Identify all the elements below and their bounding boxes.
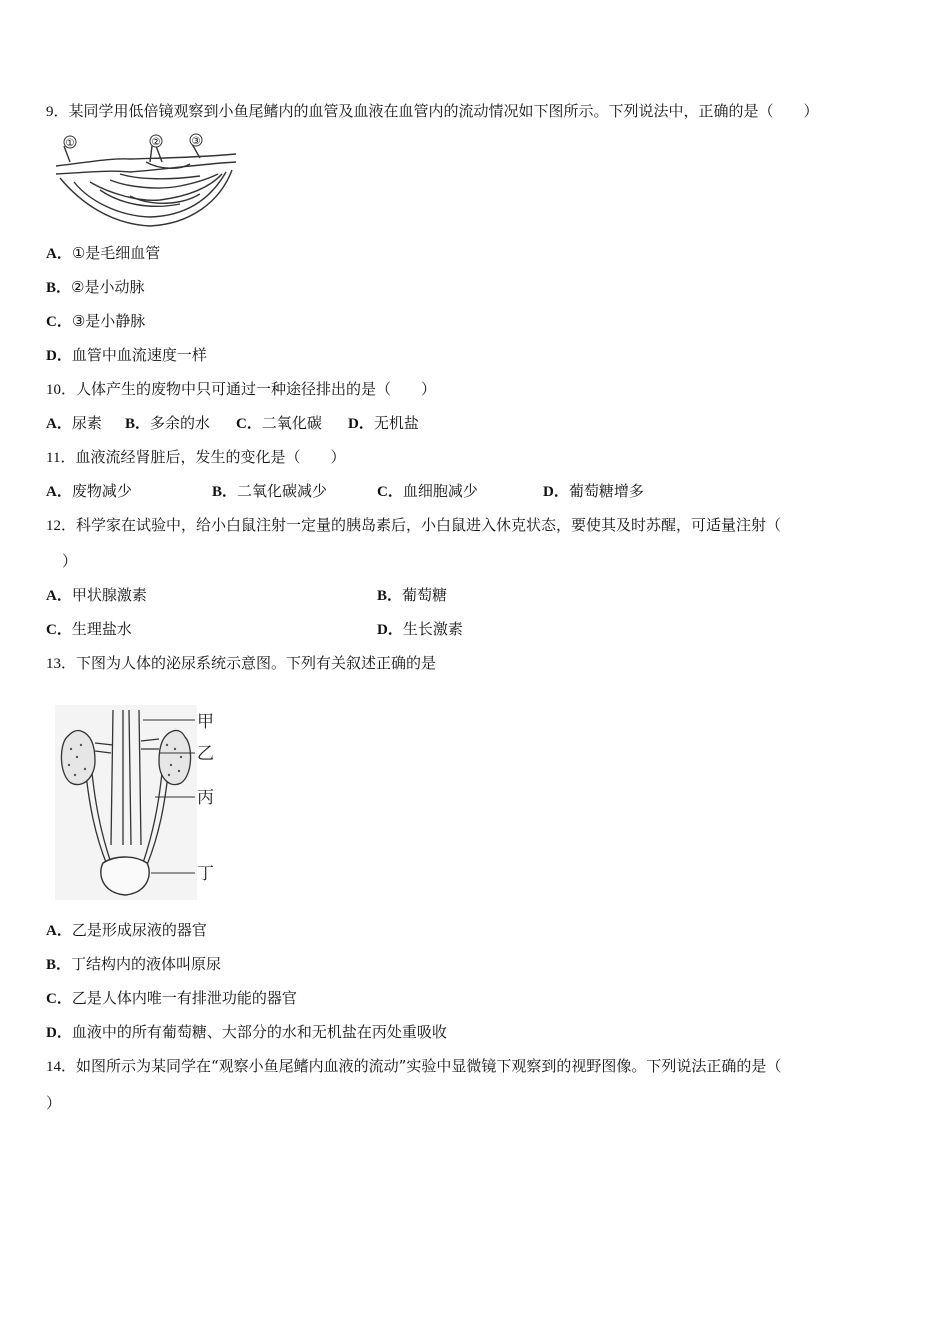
q12-option-d-letter: D． xyxy=(377,622,403,638)
q9-option-b[interactable] xyxy=(46,277,144,298)
q10-option-c-text: 二氧化碳 xyxy=(261,414,322,432)
q13-option-b-text: 丁结构内的液体叫原尿 xyxy=(71,955,222,973)
q13-option-d[interactable] xyxy=(46,1022,447,1043)
q12-option-b[interactable] xyxy=(377,585,447,606)
q11-option-b-text: 二氧化碳减少 xyxy=(237,482,328,500)
q9-option-d-text: 血管中血流速度一样 xyxy=(71,346,207,364)
q10-option-c[interactable] xyxy=(236,413,322,434)
q12-option-a[interactable] xyxy=(46,585,147,606)
q10-stem-text: 人体产生的废物中只可通过一种途径排出的是（ ） xyxy=(76,380,437,398)
q9-option-b-text: ②是小动脉 xyxy=(71,278,145,296)
q13-fig-label-bing: 丙 xyxy=(197,788,214,808)
q13-option-c-letter: C． xyxy=(46,991,72,1007)
q13-option-d-text: 血液中的所有葡萄糖、大部分的水和无机盐在丙处重吸收 xyxy=(71,1023,447,1041)
q12-option-c[interactable] xyxy=(46,619,132,640)
q9-option-a-letter: A． xyxy=(46,246,72,262)
q11-stem xyxy=(46,447,345,468)
q9-option-c-letter: C． xyxy=(46,314,72,330)
q11-option-c[interactable] xyxy=(377,481,478,502)
q10-options-row xyxy=(46,413,906,433)
q12-stem-text: 科学家在试验中，给小白鼠注射一定量的胰岛素后，小白鼠进入休克状态，要使其及时苏醒，可适量注射（ xyxy=(76,516,782,534)
q12-number: 12． xyxy=(46,518,77,534)
q10-option-c-letter: C． xyxy=(236,416,262,432)
q14-stem-text: 如图所示为某同学在“观察小鱼尾鳍内血液的流动”实验中显微镜下观察到的视野图像。下列说法正确的是（ xyxy=(76,1057,782,1075)
q10-option-b-text: 多余的水 xyxy=(150,414,211,432)
q13-option-b-letter: B． xyxy=(46,957,72,973)
q11-option-b[interactable] xyxy=(212,481,327,502)
q12-options-row-2 xyxy=(46,619,906,639)
q11-options-row xyxy=(46,481,906,501)
q10-option-d-text: 无机盐 xyxy=(373,414,419,432)
q9-number: 9． xyxy=(46,104,69,120)
q13-option-a-letter: A． xyxy=(46,923,72,939)
q13-option-c-text: 乙是人体内唯一有排泄功能的器官 xyxy=(71,989,297,1007)
q9-fig-label-1: ① xyxy=(65,138,75,149)
q12-option-c-letter: C． xyxy=(46,622,72,638)
q14-number: 14． xyxy=(46,1059,77,1075)
q11-number: 11． xyxy=(46,450,76,466)
q9-fig-label-2: ② xyxy=(151,137,161,148)
q12-options-row-1 xyxy=(46,585,906,605)
q9-option-c-text: ③是小静脉 xyxy=(71,312,146,330)
q10-stem xyxy=(46,379,436,400)
q9-fig-label-3: ③ xyxy=(191,136,201,147)
q13-fig-label-ding: 丁 xyxy=(197,864,214,884)
q12-stem-cont: ） xyxy=(62,552,78,570)
q11-stem-text: 血液流经肾脏后，发生的变化是（ ） xyxy=(75,448,346,466)
q13-option-b[interactable] xyxy=(46,954,221,975)
q10-option-b[interactable] xyxy=(125,413,210,434)
q12-option-b-letter: B． xyxy=(377,588,403,604)
q11-option-c-letter: C． xyxy=(377,484,403,500)
q12-option-b-text: 葡萄糖 xyxy=(402,586,448,604)
q10-number: 10． xyxy=(46,382,77,398)
q9-stem-text: 某同学用低倍镜观察到小鱼尾鳍内的血管及血液在血管内的流动情况如下图所示。下列说法中，正确的是（ ） xyxy=(68,102,819,120)
q12-option-c-text: 生理盐水 xyxy=(71,620,132,638)
q11-option-b-letter: B． xyxy=(212,484,238,500)
q10-option-d-letter: D． xyxy=(348,416,374,432)
q13-number: 13． xyxy=(46,656,77,672)
q13-fig-label-jia: 甲 xyxy=(197,712,214,732)
q9-option-a-text: ①是毛细血管 xyxy=(71,244,161,262)
q11-option-c-text: 血细胞减少 xyxy=(402,482,478,500)
q13-option-d-letter: D． xyxy=(46,1025,72,1041)
q11-option-a-letter: A． xyxy=(46,484,72,500)
q10-option-b-letter: B． xyxy=(125,416,151,432)
q9-option-c[interactable] xyxy=(46,311,145,332)
q13-option-c[interactable] xyxy=(46,988,297,1009)
q12-option-d[interactable] xyxy=(377,619,463,640)
q10-option-a-text: 尿素 xyxy=(71,414,102,432)
q10-option-d[interactable] xyxy=(348,413,419,434)
q11-option-a[interactable] xyxy=(46,481,132,502)
q9-option-d[interactable] xyxy=(46,345,207,366)
q9-blood-vessel-figure xyxy=(50,132,240,232)
q11-option-d[interactable] xyxy=(543,481,644,502)
q14-stem-cont: ） xyxy=(46,1094,62,1112)
q9-option-a[interactable] xyxy=(46,243,160,264)
q12-stem xyxy=(46,515,781,536)
q12-option-d-text: 生长激素 xyxy=(402,620,463,638)
q13-urinary-system-figure xyxy=(55,705,225,900)
q14-stem xyxy=(46,1056,781,1077)
q11-option-d-letter: D． xyxy=(543,484,569,500)
q12-option-a-text: 甲状腺激素 xyxy=(71,586,147,604)
q13-option-a[interactable] xyxy=(46,920,207,941)
q10-option-a-letter: A． xyxy=(46,416,72,432)
q11-option-a-text: 废物减少 xyxy=(71,482,132,500)
q13-fig-label-yi: 乙 xyxy=(197,744,214,764)
q11-option-d-text: 葡萄糖增多 xyxy=(568,482,644,500)
q12-option-a-letter: A． xyxy=(46,588,72,604)
q13-stem xyxy=(46,653,436,674)
q13-stem-text: 下图为人体的泌尿系统示意图。下列有关叙述正确的是 xyxy=(76,654,437,672)
q9-stem xyxy=(46,101,819,122)
q9-option-d-letter: D． xyxy=(46,348,72,364)
q10-option-a[interactable] xyxy=(46,413,102,434)
q9-option-b-letter: B． xyxy=(46,280,72,296)
q13-option-a-text: 乙是形成尿液的器官 xyxy=(71,921,207,939)
